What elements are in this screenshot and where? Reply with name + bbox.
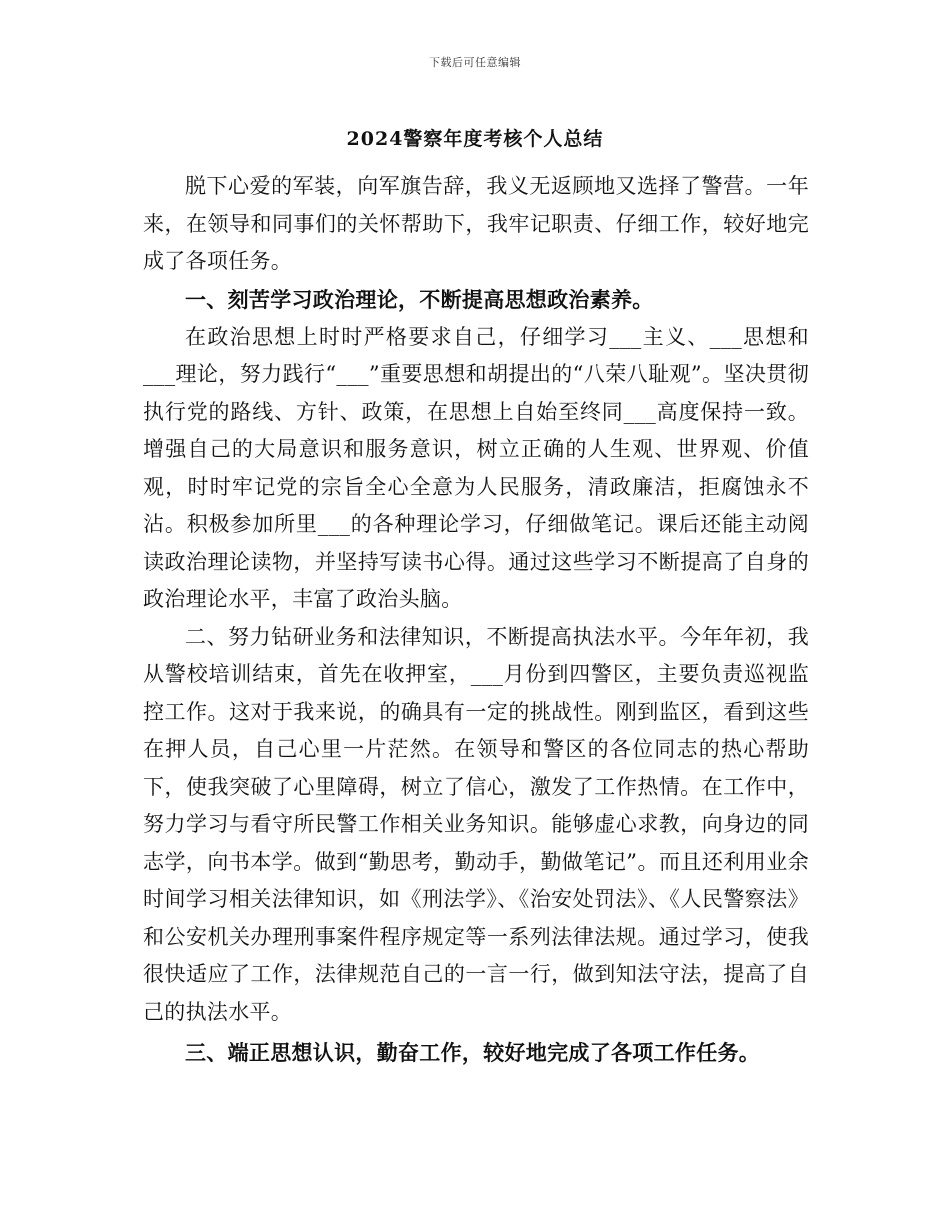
section-heading-1: 一、刻苦学习政治理论，不断提高思想政治素养。 (185, 286, 654, 312)
header-note: 下载后可任意编辑 (429, 56, 521, 69)
paragraph-professional-study: 二、努力钻研业务和法律知识，不断提高执法水平。今年年初，我从警校培训结束，首先在收押室，___月份到四警区，主要负责巡视监控工作。这对于我来说，的确具有一定的挑战性。刚到监区，看到这些在押人员，自己心里一片茫然。在领导和警区的各位同志的热心帮助下，使我突破了心里障碍，树立了信心，激发了工作热情。在工作中，努力学习与看守所民警工作相关业务知识。能够虚心求教，向身边的同志学，向书本学。做到“勤思考，勤动手，勤做笔记”。而且还利用业余时间学习相关法律知识，如《刑法学》、《治安处罚法》、《人民警察法》和公安机关办理刑事案件程序规定等一系列法律法规。通过学习，使我很快适应了工作，法律规范自己的一言一行，做到知法守法，提高了自己的执法水平。 (143, 624, 809, 1024)
document-body (143, 168, 809, 1072)
document-title: 2024警察年度考核个人总结 (346, 128, 604, 150)
paragraph-intro: 脱下心爱的军装，向军旗告辞，我义无返顾地又选择了警营。一年来，在领导和同事们的关怀帮助下，我牢记职责、仔细工作，较好地完成了各项任务。 (143, 174, 809, 273)
paragraph-political-study: 在政治思想上时时严格要求自己，仔细学习___主义、___思想和___理论，努力践行“___”重要思想和胡提出的“八荣八耻观”。坚决贯彻执行党的路线、方针、政策，在思想上自始至终同___高度保持一致。增强自己的大局意识和服务意识，树立正确的人生观、世界观、价值观，时时牢记党的宗旨全心全意为人民服务，清政廉洁，拒腐蚀永不沾。积极参加所里___的各种理论学习，仔细做笔记。课后还能主动阅读政治理论读物，并坚持写读书心得。通过这些学习不断提高了自身的政治理论水平，丰富了政治头脑。 (143, 324, 809, 611)
section-heading-3: 三、端正思想认识，勤奋工作，较好地完成了各项工作任务。 (185, 1040, 761, 1065)
